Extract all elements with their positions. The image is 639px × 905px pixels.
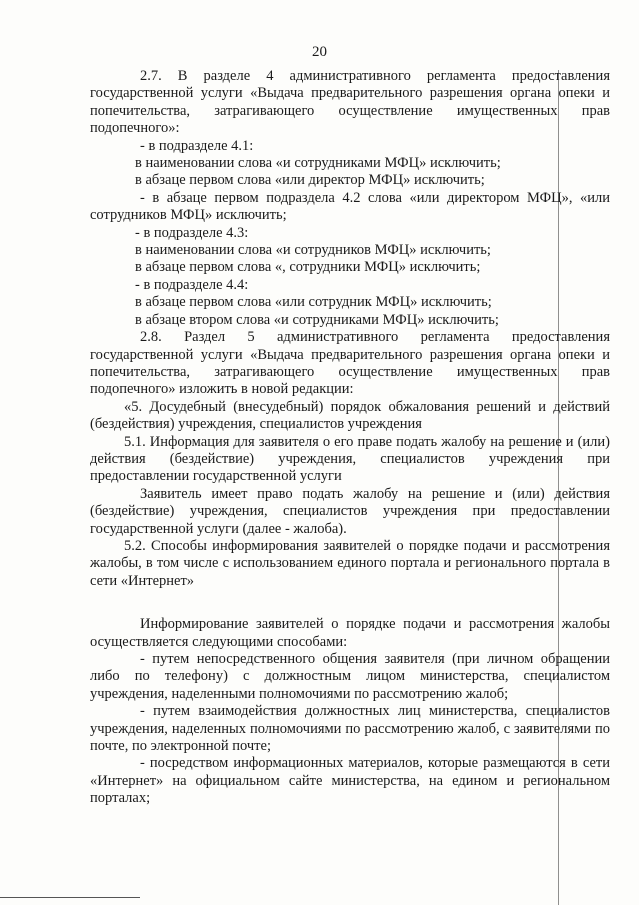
list-item: - в подразделе 4.3:	[135, 224, 249, 241]
paragraph-2-7: 2.7. В разделе 4 административного регламента предоставления государственной услуги «Выдача предварительного разрешения органа опеки и попечительства, затрагивающего осуществление имущественных прав подопечного»:	[90, 68, 610, 137]
list-item: - путем взаимодействия должностных лиц министерства, специалистов учреждения, наделенных полномочиями по рассмотрению жалоб, с заявителями по почте, по электронной почте;	[90, 703, 610, 755]
list-item: - в подразделе 4.4:	[135, 276, 249, 293]
list-item: в абзаце первом слова «или сотрудник МФЦ» исключить;	[135, 294, 492, 311]
list-item: - в абзаце первом подраздела 4.2 слова «или директором МФЦ», «или сотрудников МФЦ» исключить;	[90, 189, 610, 224]
subsection-5-1-heading: 5.1. Информация для заявителя о его праве подать жалобу на решение и (или) действия (бездействие) учреждения, специалистов учреждения при предоставлении государственной услуги	[90, 433, 610, 485]
paragraph-2-8: 2.8. Раздел 5 административного регламента предоставления государственной услуги «Выдача предварительного разрешения органа опеки и попечительства, затрагивающего осуществление имущественных прав подопечного» изложить в новой редакции:	[90, 329, 610, 398]
list-item: - в подразделе 4.1:	[140, 137, 254, 154]
page-number: 20	[312, 44, 327, 60]
list-item: - путем непосредственного общения заявителя (при личном обращении либо по телефону) с должностным лицом министерства, специалистом учреждения, наделенными полномочиями по рассмотрению жалоб;	[90, 651, 610, 702]
paragraph: Заявитель имеет право подать жалобу на решение и (или) действия (бездействие) учреждения, специалистов учреждения при предоставлении государственной услуги (далее - жалоба).	[90, 485, 610, 537]
document-body	[90, 68, 610, 808]
list-item: в абзаце втором слова «и сотрудниками МФЦ» исключить;	[135, 311, 499, 328]
list-item: в наименовании слова «и сотрудников МФЦ» исключить;	[135, 242, 491, 259]
footer-rule	[0, 897, 140, 898]
list-item: в наименовании слова «и сотрудниками МФЦ» исключить;	[135, 155, 501, 172]
list-item: - посредством информационных материалов, которые размещаются в сети «Интернет» на официальном сайте министерства, на едином и региональном порталах;	[90, 755, 610, 807]
paragraph: Информирование заявителей о порядке подачи и рассмотрения жалобы осуществляется следующими способами:	[90, 616, 610, 650]
list-item: в абзаце первом слова «или директор МФЦ» исключить;	[135, 172, 485, 189]
list-item: в абзаце первом слова «, сотрудники МФЦ» исключить;	[135, 259, 481, 276]
subsection-5-2-heading: 5.2. Способы информирования заявителей о порядке подачи и рассмотрения жалобы, в том числе с использованием единого портала и регионального портала в сети «Интернет»	[90, 537, 610, 589]
section-5-heading: «5. Досудебный (внесудебный) порядок обжалования решений и действий (бездействия) учреждения, специалистов учреждения	[90, 398, 610, 433]
